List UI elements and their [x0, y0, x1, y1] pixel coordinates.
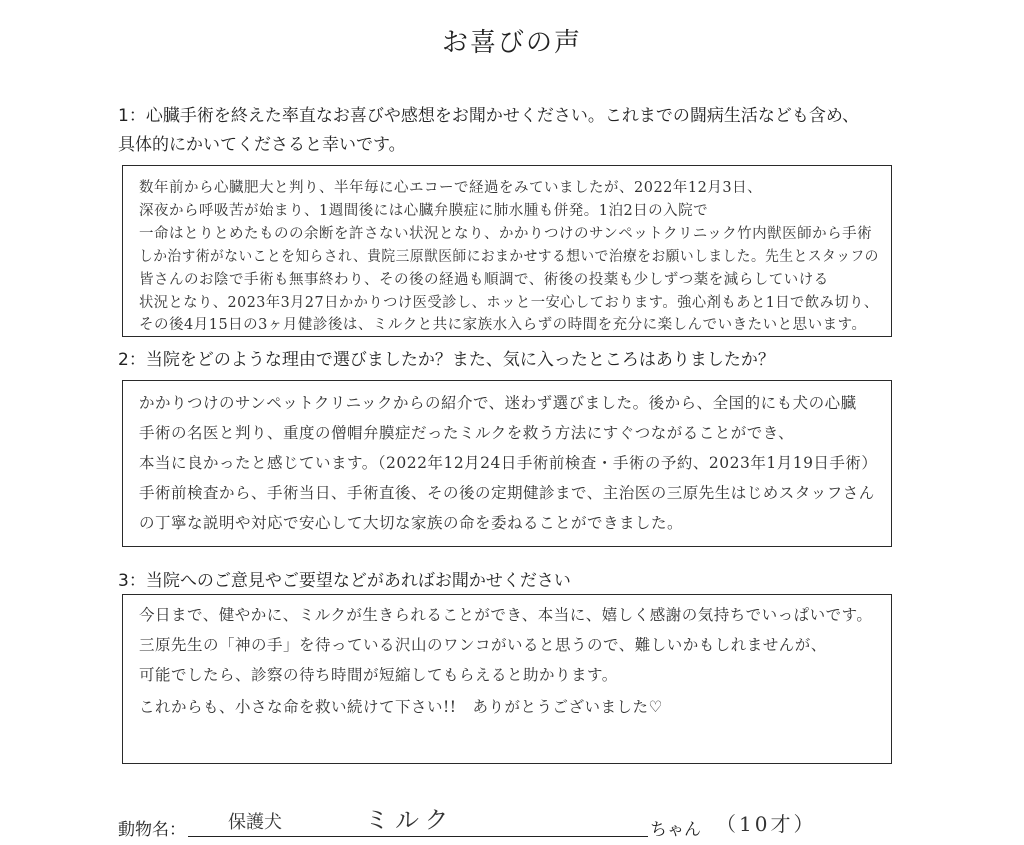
answer-2-line-4: 手術前検査から、手術当日、手術直後、その後の定期健診まで、主治医の三原先生はじめスタッフさん [139, 484, 875, 502]
question-2-line-1: 2：当院をどのような理由で選びましたか？また、気に入ったところはありましたか？ [118, 350, 775, 370]
answer-box-2 [122, 380, 892, 547]
answer-1-line-2: 深夜から呼吸苦が始まり、1週間後には心臓弁膜症に肺水腫も併発。1泊2日の入院で [139, 203, 709, 219]
answer-box-3 [122, 594, 892, 764]
answer-1-line-1: 数年前から心臓肥大と判り、半年毎に心エコーで経過をみていましたが、2022年12月3日、 [139, 180, 763, 196]
question-1-line-1: 1：心臓手術を終えた率直なお喜びや感想をお聞かせください。これまでの闘病生活なども含め、 [118, 106, 860, 126]
answer-box-1 [122, 165, 892, 337]
answer-3-line-4: これからも、小さな命を救い続けて下さい!! ありがとうございました♡ [139, 698, 663, 716]
answer-3-line-3: 可能でしたら、診察の待ち時間が短縮してもらえると助かります。 [139, 666, 618, 684]
answer-1-line-6: 状況となり、2023年3月27日かかりつけ医受診し、ホッと一安心しております。強心剤もあと1日で飲み切り、 [139, 295, 879, 311]
answer-1-line-3: 一命はとりとめたものの余断を許さない状況となり、かかりつけのサンペットクリニック竹内獣医師から手術 [139, 226, 873, 242]
answer-3-line-2: 三原先生の「神の手」を待っている沢山のワンコがいると思うので、難しいかもしれませんが、 [139, 636, 827, 654]
answer-1-line-4: しか治す術がないことを知らされ、貴院三原獣医師におまかせする想いで治療をお願いしました。先生とスタッフの [139, 249, 879, 265]
answer-2-line-1: かかりつけのサンペットクリニックからの紹介で、迷わず選びました。後から、全国的にも犬の心臓 [139, 394, 857, 412]
question-2 [118, 346, 908, 375]
answer-1-line-5: 皆さんのお陰で手術も無事終わり、その後の経過も順調で、術後の投薬も少しずつ薬を減らしていける [139, 272, 829, 288]
animal-age: （10才） [716, 812, 817, 836]
animal-name: ミルク [365, 806, 455, 834]
page-title: お喜びの声 [441, 28, 582, 58]
answer-3-line-1: 今日まで、健やかに、ミルクが生きられることができ、本当に、嬉しく感謝の気持ちでいっぱいです。 [139, 606, 873, 624]
question-3 [118, 567, 908, 596]
answer-1-line-7: その後4月15日の3ヶ月健診後は、ミルクと共に家族水入らずの時間を充分に楽しんでいきたいと思います。 [139, 317, 867, 333]
question-3-line-1: 3：当院へのご意見やご要望などがあればお聞かせください [118, 571, 571, 591]
answer-2-line-5: の丁寧な説明や対応で安心して大切な家族の命を委ねることができました。 [139, 514, 684, 532]
animal-name-underline [188, 836, 648, 837]
name-suffix: ちゃん [650, 820, 701, 840]
answer-2-line-3: 本当に良かったと感じています。（2022年12月24日手術前検査・手術の予約、2023年1月19日手術） [139, 454, 878, 472]
answer-2-line-2: 手術の名医と判り、重度の僧帽弁膜症だったミルクを救う方法にすぐつながることができ、 [139, 424, 795, 442]
animal-breed: 保護犬 [228, 812, 282, 833]
question-1 [118, 102, 908, 160]
question-1-line-2: 具体的にかいてくださると幸いです。 [118, 135, 406, 155]
animal-name-label: 動物名： [118, 820, 186, 840]
